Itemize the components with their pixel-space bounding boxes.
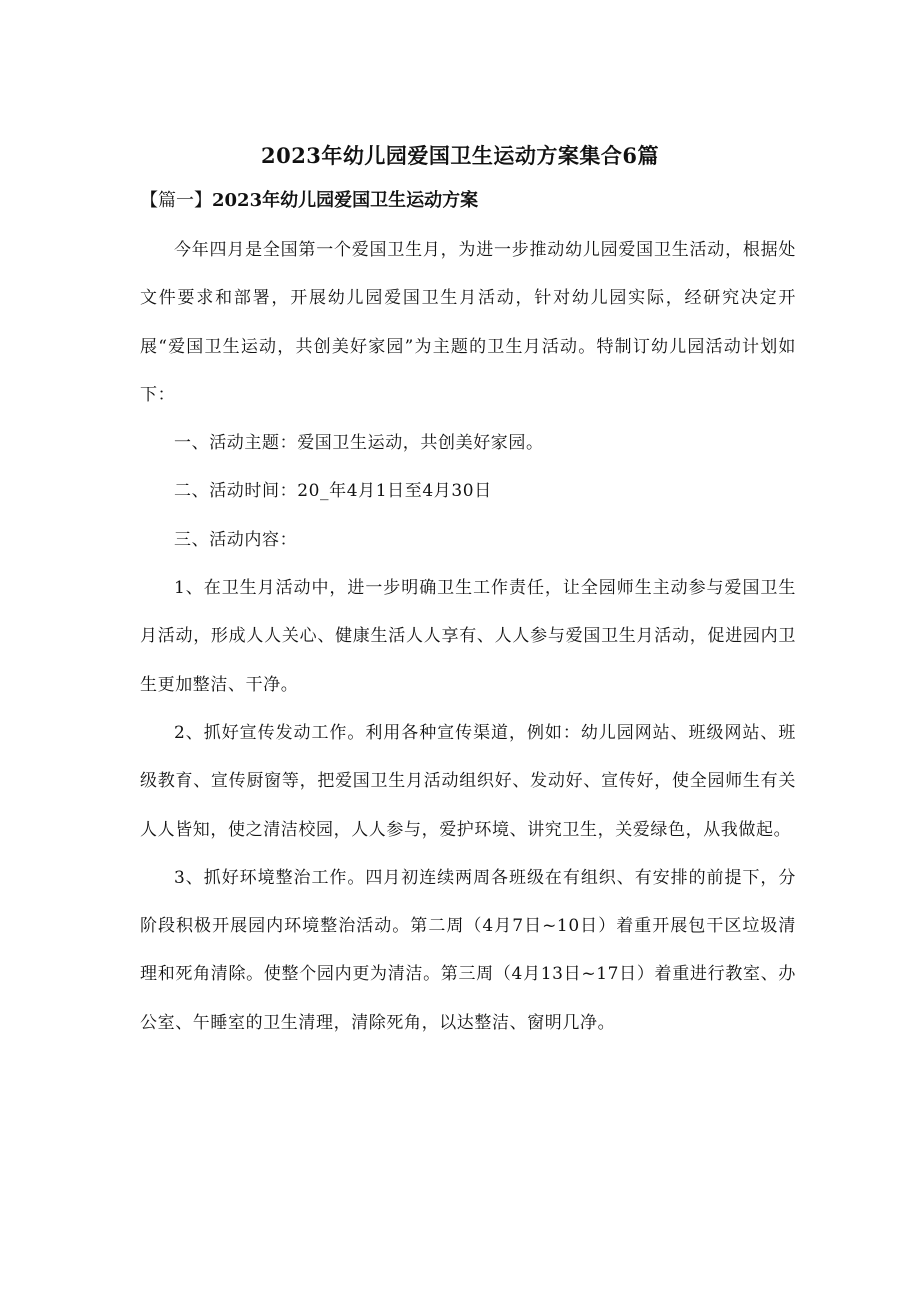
paragraph-theme: 一、活动主题：爱国卫生运动，共创美好家园。 — [174, 433, 544, 454]
document-body — [140, 226, 796, 1047]
paragraph-intro: 今年四月是全国第一个爱国卫生月，为进一步推动幼儿园爱国卫生活动，根据处文件要求和部署，开展幼儿园爱国卫生月活动，针对幼儿园实际，经研究决定开展“爱国卫生运动，共创美好家园”为主题的卫生月活动。特制订幼儿园活动计划如下： — [140, 240, 796, 405]
document-title: 2023年幼儿园爱国卫生运动方案集合6篇 — [260, 143, 660, 168]
paragraph-content-heading: 三、活动内容： — [174, 529, 298, 550]
section-heading — [140, 183, 800, 219]
paragraph-item-3: 3、抓好环境整治工作。四月初连续两周各班级在有组织、有安排的前提下，分阶段积极开展园内环境整治活动。第二周（4月7日~10日）着重开展包干区垃圾清理和死角清除。使整个园内更为清洁。第三周（4月13日~17日）着重进行教室、办公室、午睡室的卫生清理，清除死角，以达整洁、窗明几净。 — [140, 867, 796, 1033]
section-prefix: 【篇一】 — [140, 190, 212, 211]
paragraph-item-2: 2、抓好宣传发动工作。利用各种宣传渠道，例如：幼儿园网站、班级网站、班级教育、宣传厨窗等，把爱国卫生月活动组织好、发动好、宣传好，使全园师生有关人人皆知，使之清洁校园，人人参与，爱护环境、讲究卫生，关爱绿色，从我做起。 — [140, 722, 796, 840]
paragraph-item-1: 1、在卫生月活动中，进一步明确卫生工作责任，让全园师生主动参与爱国卫生月活动，形成人人关心、健康生活人人享有、人人参与爱国卫生月活动，促进园内卫生更加整洁、干净。 — [140, 578, 796, 695]
paragraph-time: 二、活动时间：20_年4月1日至4月30日 — [174, 481, 492, 502]
section-title: 2023年幼儿园爱国卫生运动方案 — [212, 190, 479, 211]
